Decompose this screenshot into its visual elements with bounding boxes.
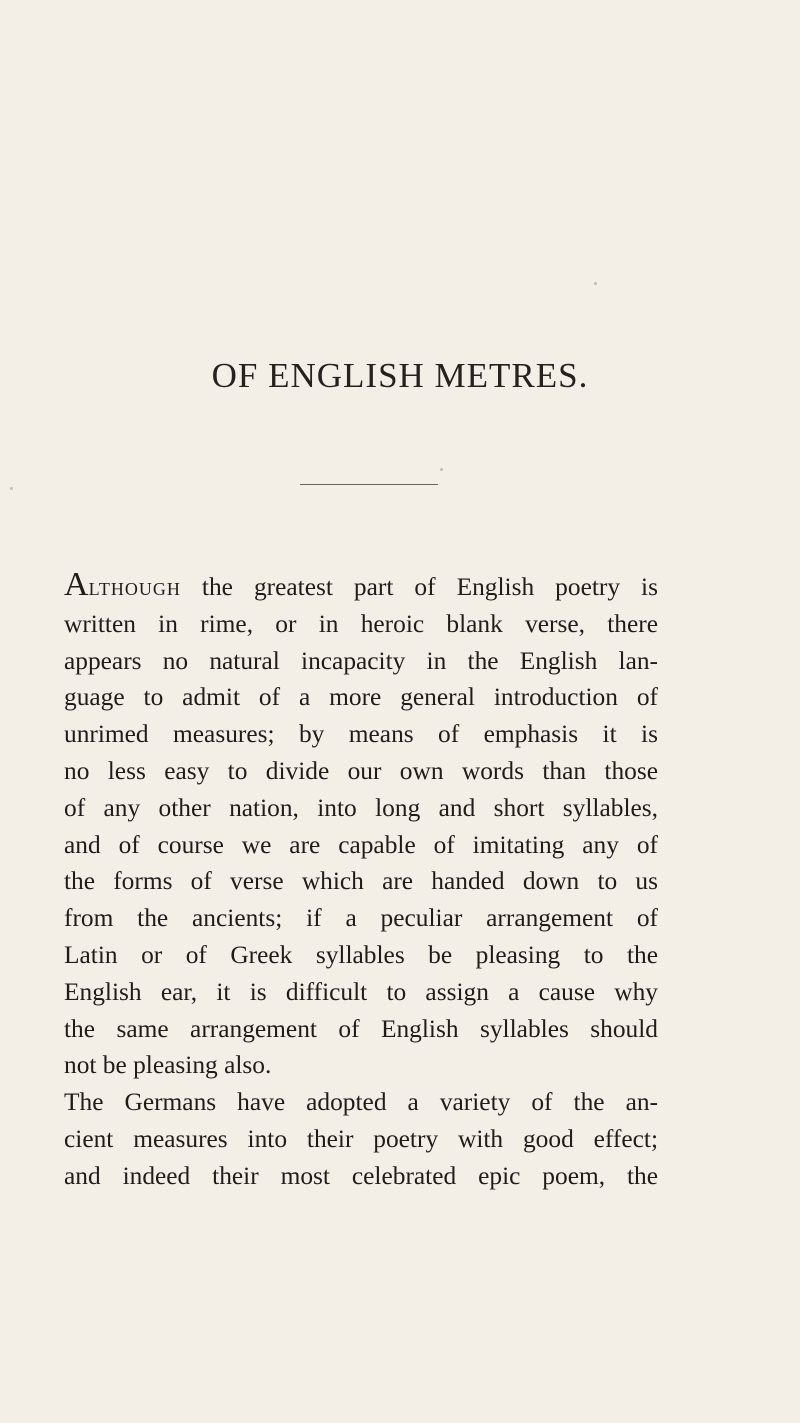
paragraph-1-line: of any other nation, into long and short syllables, — [64, 793, 658, 822]
paragraph-1-line: from the ancients; if a peculiar arrangement of — [64, 904, 658, 933]
paragraph-2-line: cient measures into their poetry with good effect; — [64, 1124, 658, 1153]
paper-speck — [440, 468, 443, 471]
title-divider-rule — [300, 484, 438, 485]
paper-speck — [10, 487, 13, 490]
paper-speck — [594, 282, 597, 285]
paragraph-1-line: Latin or of Greek syllables be pleasing to the — [64, 940, 658, 969]
paragraph-1-line: the same arrangement of English syllables should — [64, 1014, 658, 1043]
chapter-title: OF ENGLISH METRES. — [211, 356, 589, 395]
first-line-text: the greatest part of English poetry is — [180, 573, 658, 601]
paragraph-1-line: English ear, it is difficult to assign a cause why — [64, 977, 658, 1006]
paragraph-2-line: The Germans have adopted a variety of the an- — [64, 1088, 658, 1117]
paragraph-1-line: written in rime, or in heroic blank verse, there — [64, 609, 658, 638]
paragraph-1-line-1 — [64, 568, 658, 606]
paragraph-1-line: unrimed measures; by means of emphasis it is — [64, 720, 658, 749]
drop-cap: A — [64, 566, 89, 603]
opening-small-caps: lthough — [88, 573, 181, 601]
paragraph-1-last-line: not be pleasing also. — [64, 1051, 272, 1080]
paragraph-2-line: and indeed their most celebrated epic poem, the — [64, 1161, 658, 1190]
paragraph-1-line: the forms of verse which are handed down to us — [64, 867, 658, 896]
paragraph-1-line: no less easy to divide our own words than those — [64, 756, 658, 785]
paragraph-1-line: appears no natural incapacity in the English lan- — [64, 646, 658, 675]
body-text — [64, 568, 658, 1195]
paragraph-1-line: guage to admit of a more general introduction of — [64, 683, 658, 712]
paragraph-1-line: and of course we are capable of imitating any of — [64, 830, 658, 859]
